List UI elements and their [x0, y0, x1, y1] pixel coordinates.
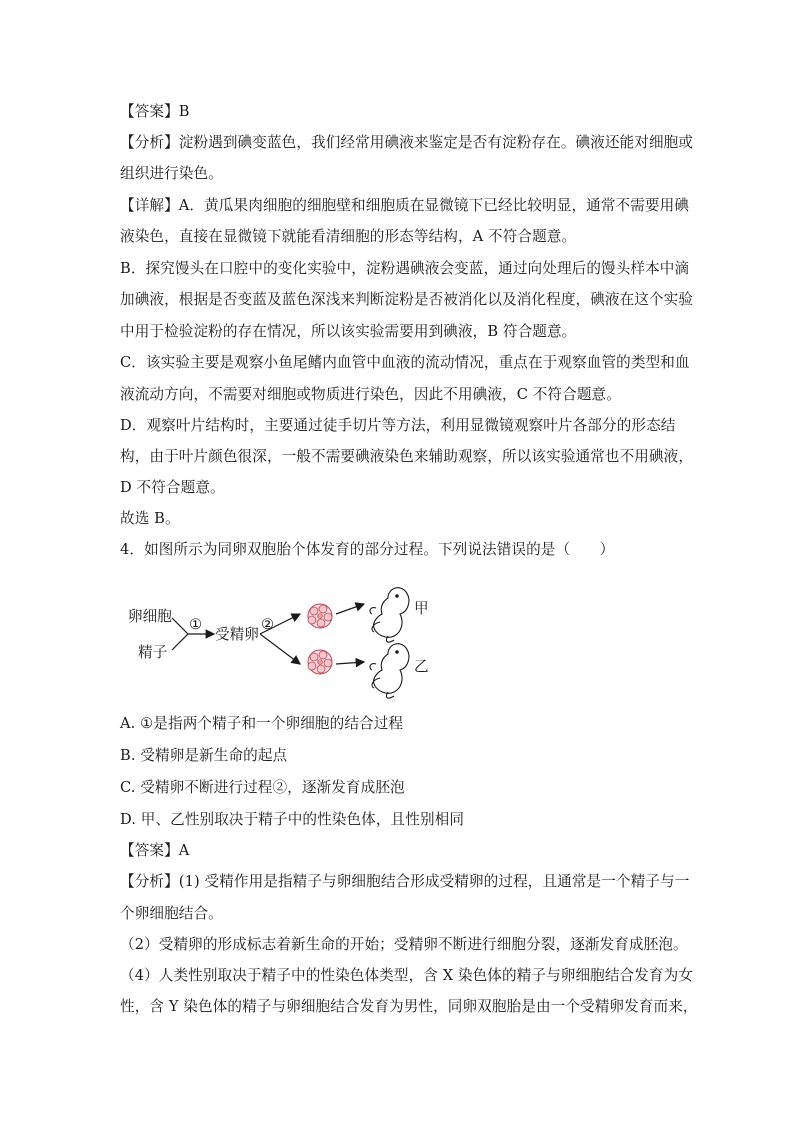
prev-detail-a-line-2: 液染色，直接在显微镜下就能看清细胞的形态等结构，A 不符合题意。: [120, 228, 577, 245]
q4-analysis-line-4: （4）人类性别取决于精子中的性染色体类型，含 X 染色体的精子与卵细胞结合发育为女: [120, 967, 694, 984]
q4-analysis-line-3: （2）受精卵的形成标志着新生命的开始；受精卵不断进行细胞分裂，逐渐发育成胚泡。: [120, 936, 688, 953]
fetus-icon-a: [370, 588, 409, 642]
zygote-label: 受精卵: [215, 626, 259, 643]
answer-value: A: [178, 842, 190, 859]
q4-analysis-line-2: 个卵细胞结合。: [120, 905, 223, 922]
option-a: A. ①是指两个精子和一个卵细胞的结合过程: [120, 715, 404, 732]
arrow-to-fetus-a: [336, 604, 364, 614]
step-1-label: ①: [189, 616, 203, 633]
prev-analysis-line-1: [120, 133, 693, 153]
egg-merge-line: [172, 618, 188, 634]
detail-text: A．黄瓜果肉细胞的细胞壁和细胞质在显微镜下已经比较明显，通常不需要用碘: [178, 197, 690, 214]
q4-answer-line: [120, 841, 189, 861]
detail-tag: 【详解】: [120, 197, 179, 214]
q4-analysis-line-1: [120, 872, 689, 892]
blastocyst-icon-top: [308, 604, 332, 628]
sperm-merge-line: [172, 634, 188, 650]
answer-tag: 【答案】: [120, 103, 179, 120]
question-4-stem: 4．如图所示为同卵双胞胎个体发育的部分过程。下列说法错误的是（ ）: [120, 541, 615, 558]
prev-detail-d-line-3: D 不符合题意。: [120, 479, 225, 496]
analysis-tag: 【分析】: [120, 873, 179, 890]
prev-answer-line: [120, 102, 190, 122]
analysis-tag: 【分析】: [120, 134, 179, 151]
twin-a-label: 甲: [414, 600, 429, 617]
prev-analysis-line-2: 组织进行染色。: [120, 165, 223, 182]
step-2-label: ②: [261, 616, 275, 633]
option-d: D. 甲、乙性别取决于精子中的性染色体，且性别相同: [120, 811, 465, 828]
fetus-icon-b: [370, 644, 409, 698]
prev-detail-d-line-2: 构，由于叶片颜色很深，一般不需要碘液染色来辅助观察，所以该实验通常也不用碘液，: [120, 448, 694, 465]
prev-detail-d-line-1: D．观察叶片结构时，主要通过徒手切片等方法，利用显微镜观察叶片各部分的形态结: [120, 417, 676, 434]
diagram-graphics: [118, 578, 448, 708]
prev-conclusion: 故选 B。: [120, 510, 180, 527]
answer-tag: 【答案】: [120, 842, 179, 859]
sperm-label: 精子: [138, 644, 168, 661]
arrow-to-embryo-b: [260, 634, 300, 664]
q4-analysis-line-5: 性，含 Y 染色体的精子与卵细胞结合发育为男性，同卵双胞胎是由一个受精卵发育而来，: [120, 998, 698, 1015]
prev-detail-b-line-1: B．探究馒头在口腔中的变化实验中，淀粉遇碘液会变蓝，通过向处理后的馒头样本中滴: [120, 260, 690, 277]
twin-development-diagram: [118, 578, 448, 708]
twin-b-label: 乙: [414, 658, 429, 675]
answer-value: B: [178, 103, 190, 120]
arrow-to-fetus-b: [336, 662, 364, 664]
prev-detail-c-line-2: 液流动方向，不需要对细胞或物质进行染色，因此不用碘液，C 不符合题意。: [120, 386, 621, 403]
egg-cell-label: 卵细胞: [128, 608, 172, 625]
prev-detail-b-line-2: 加碘液，根据是否变蓝及蓝色深浅来判断淀粉是否被消化以及消化程度，碘液在这个实验: [120, 291, 694, 308]
option-c: C. 受精卵不断进行过程②，逐渐发育成胚泡: [120, 779, 405, 796]
prev-detail-c-line-1: C．该实验主要是观察小鱼尾鳍内血管中血液的流动情况，重点在于观察血管的类型和血: [120, 354, 690, 371]
analysis-text: (1) 受精作用是指精子与卵细胞结合形成受精卵的过程，且通常是一个精子与一: [178, 873, 690, 890]
blastocyst-icon-bottom: [308, 650, 332, 674]
option-b: B. 受精卵是新生命的起点: [120, 747, 288, 764]
prev-detail-b-line-3: 中用于检验淀粉的存在情况，所以该实验需要用到碘液，B 符合题意。: [120, 323, 577, 340]
prev-detail-a-line-1: [120, 196, 689, 216]
analysis-text: 淀粉遇到碘变蓝色，我们经常用碘液来鉴定是否有淀粉存在。碘液还能对细胞或: [178, 134, 694, 151]
